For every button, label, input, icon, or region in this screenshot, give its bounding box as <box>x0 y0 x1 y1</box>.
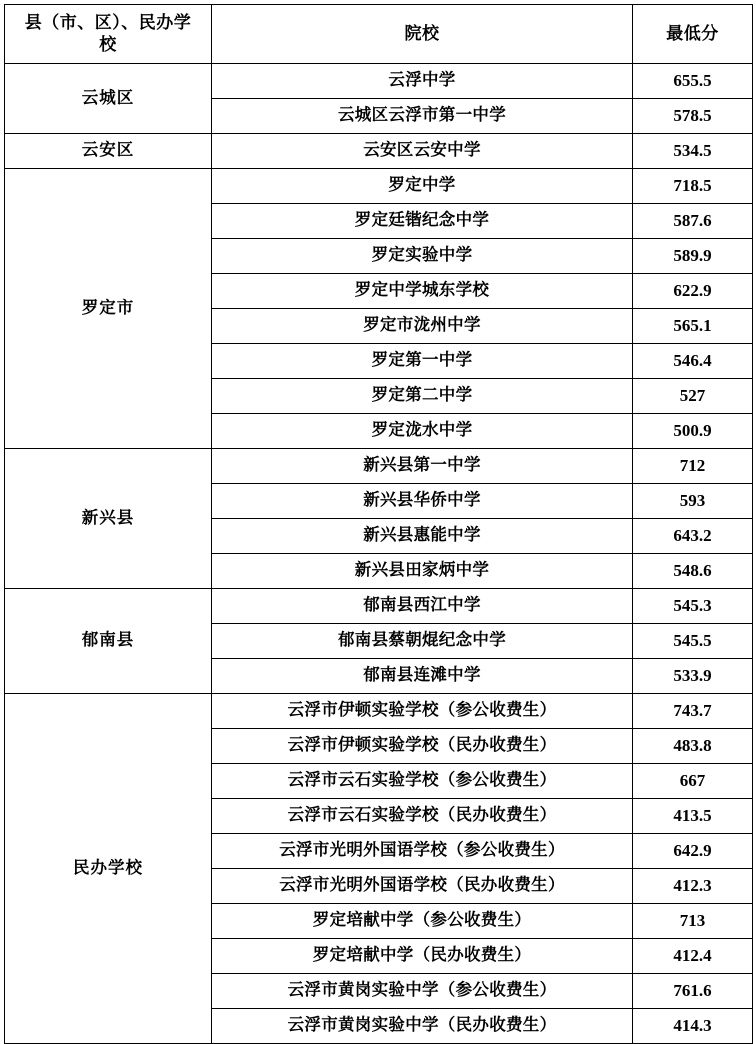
score-cell: 718.5 <box>633 169 753 204</box>
school-cell: 罗定培献中学（参公收费生） <box>212 904 633 939</box>
school-cell: 郁南县西江中学 <box>212 589 633 624</box>
score-cell: 643.2 <box>633 519 753 554</box>
school-cell: 罗定第二中学 <box>212 379 633 414</box>
score-cell: 622.9 <box>633 274 753 309</box>
school-cell: 郁南县连滩中学 <box>212 659 633 694</box>
score-cell: 587.6 <box>633 204 753 239</box>
column-header-region: 县（市、区）、民办学校 <box>5 5 212 64</box>
school-cell: 云浮市光明外国语学校（民办收费生） <box>212 869 633 904</box>
school-cell: 新兴县田家炳中学 <box>212 554 633 589</box>
column-header-score: 最低分 <box>633 5 753 64</box>
score-cell: 713 <box>633 904 753 939</box>
score-cell: 761.6 <box>633 974 753 1009</box>
score-cell: 548.6 <box>633 554 753 589</box>
school-cell: 云浮市黄岗实验中学（参公收费生） <box>212 974 633 1009</box>
school-cell: 罗定中学 <box>212 169 633 204</box>
table-body <box>5 64 753 1044</box>
school-cell: 新兴县华侨中学 <box>212 484 633 519</box>
school-cell: 郁南县蔡朝焜纪念中学 <box>212 624 633 659</box>
region-cell: 罗定市 <box>5 169 212 449</box>
score-cell: 593 <box>633 484 753 519</box>
score-cell: 412.4 <box>633 939 753 974</box>
score-cell: 527 <box>633 379 753 414</box>
score-cell: 565.1 <box>633 309 753 344</box>
school-cell: 云浮市伊顿实验学校（民办收费生） <box>212 729 633 764</box>
score-cell: 667 <box>633 764 753 799</box>
school-cell: 云浮市黄岗实验中学（民办收费生） <box>212 1009 633 1044</box>
admission-score-table <box>4 4 753 1044</box>
table-header <box>5 5 753 64</box>
score-cell: 545.3 <box>633 589 753 624</box>
score-cell: 546.4 <box>633 344 753 379</box>
school-cell: 罗定第一中学 <box>212 344 633 379</box>
region-cell: 新兴县 <box>5 449 212 589</box>
score-cell: 642.9 <box>633 834 753 869</box>
region-cell: 云安区 <box>5 134 212 169</box>
score-cell: 712 <box>633 449 753 484</box>
school-cell: 罗定泷水中学 <box>212 414 633 449</box>
school-cell: 云浮市云石实验学校（参公收费生） <box>212 764 633 799</box>
school-cell: 云浮市伊顿实验学校（参公收费生） <box>212 694 633 729</box>
score-cell: 533.9 <box>633 659 753 694</box>
column-header-school: 院校 <box>212 5 633 64</box>
score-cell: 545.5 <box>633 624 753 659</box>
table-row <box>5 169 753 204</box>
score-cell: 483.8 <box>633 729 753 764</box>
table-row <box>5 449 753 484</box>
region-cell: 郁南县 <box>5 589 212 694</box>
school-cell: 云浮市光明外国语学校（参公收费生） <box>212 834 633 869</box>
school-cell: 罗定培献中学（民办收费生） <box>212 939 633 974</box>
score-cell: 412.3 <box>633 869 753 904</box>
school-cell: 云浮中学 <box>212 64 633 99</box>
school-cell: 新兴县惠能中学 <box>212 519 633 554</box>
score-cell: 413.5 <box>633 799 753 834</box>
table-row <box>5 64 753 99</box>
score-cell: 589.9 <box>633 239 753 274</box>
score-cell: 414.3 <box>633 1009 753 1044</box>
score-cell: 534.5 <box>633 134 753 169</box>
region-cell: 云城区 <box>5 64 212 134</box>
school-cell: 罗定市泷州中学 <box>212 309 633 344</box>
score-cell: 578.5 <box>633 99 753 134</box>
school-cell: 云城区云浮市第一中学 <box>212 99 633 134</box>
table-header-row <box>5 5 753 64</box>
table-row <box>5 694 753 729</box>
score-cell: 655.5 <box>633 64 753 99</box>
region-cell: 民办学校 <box>5 694 212 1044</box>
school-cell: 云浮市云石实验学校（民办收费生） <box>212 799 633 834</box>
school-cell: 新兴县第一中学 <box>212 449 633 484</box>
school-cell: 罗定实验中学 <box>212 239 633 274</box>
school-cell: 罗定中学城东学校 <box>212 274 633 309</box>
school-cell: 罗定廷锴纪念中学 <box>212 204 633 239</box>
score-cell: 500.9 <box>633 414 753 449</box>
document-page <box>0 4 756 1036</box>
table-row <box>5 134 753 169</box>
school-cell: 云安区云安中学 <box>212 134 633 169</box>
score-cell: 743.7 <box>633 694 753 729</box>
table-row <box>5 589 753 624</box>
